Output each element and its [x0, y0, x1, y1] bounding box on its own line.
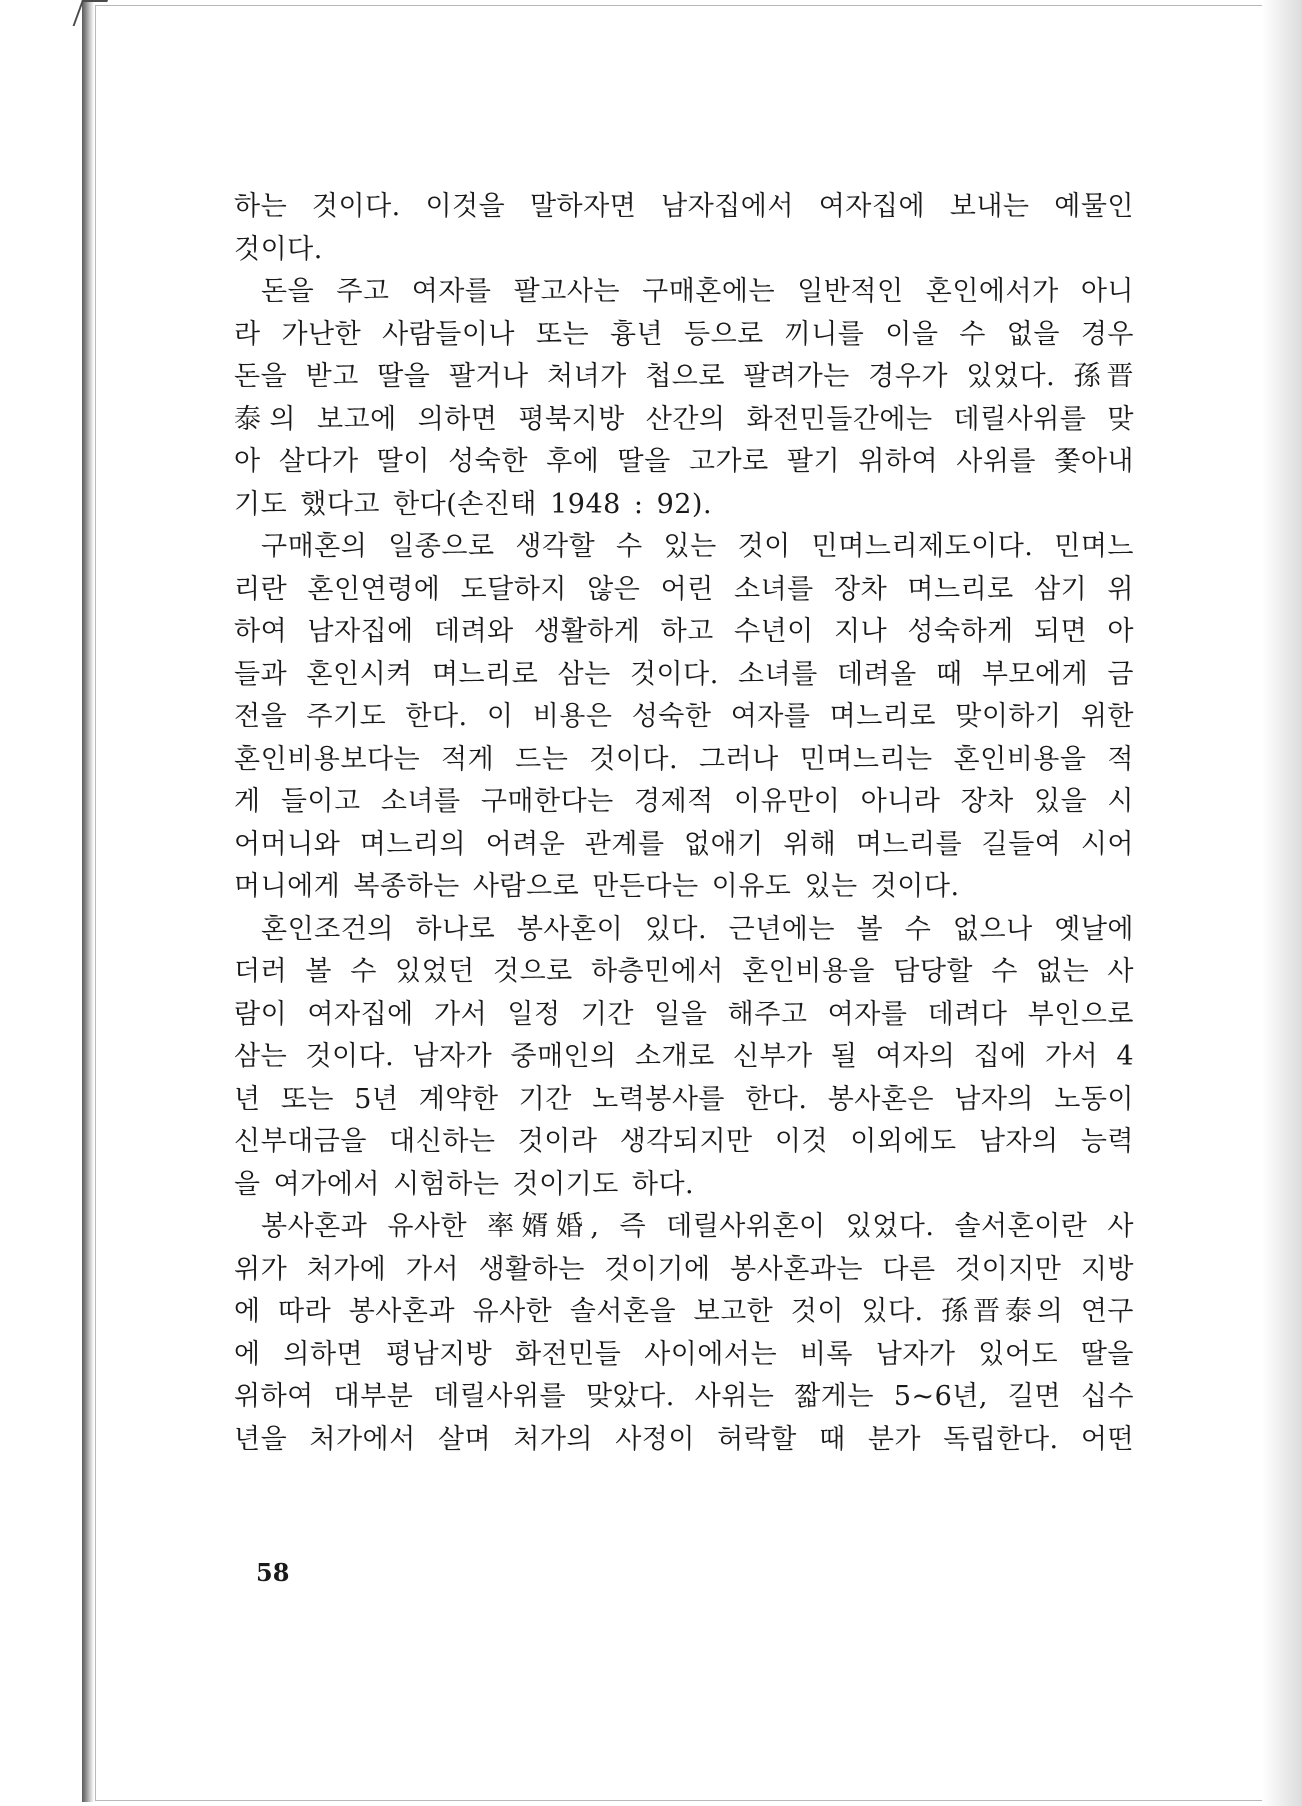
text-line: 泰의 보고에 의하면 평북지방 산간의 화전민들간에는 데릴사위를 맞 — [234, 403, 1134, 435]
text-line: 돈을 주고 여자를 팔고사는 구매혼에는 일반적인 혼인에서가 아니 — [261, 276, 1134, 307]
text-line: 에 의하면 평남지방 화전민들 사이에서는 비록 남자가 있어도 딸을 — [234, 1338, 1134, 1370]
text-line: 년 또는 5년 계약한 기간 노력봉사를 한다. 봉사혼은 남자의 노동이 — [234, 1083, 1134, 1115]
text-line: 게 들이고 소녀를 구매한다는 경제적 이유만이 아니라 장차 있을 시 — [234, 786, 1134, 817]
page-gutter-shadow — [1262, 0, 1302, 1806]
text-line: 것이다. — [234, 233, 323, 265]
text-line: 라 가난한 사람들이나 또는 흉년 등으로 끼니를 이을 수 없을 경우 — [234, 318, 1134, 350]
text-line: 아 살다가 딸이 성숙한 후에 딸을 고가로 팔기 위하여 사위를 쫓아내 — [234, 446, 1134, 477]
text-line: 들과 혼인시켜 며느리로 삼는 것이다. 소녀를 데려올 때 부모에게 금 — [234, 658, 1134, 690]
text-line: 위가 처가에 가서 생활하는 것이기에 봉사혼과는 다른 것이지만 지방 — [234, 1253, 1134, 1285]
text-line: 머니에게 복종하는 사람으로 만든다는 이유도 있는 것이다. — [234, 871, 960, 902]
body-text — [234, 186, 1134, 1461]
text-line: 구매혼의 일종으로 생각할 수 있는 것이 민며느리제도이다. 민며느 — [261, 531, 1134, 562]
text-line: 리란 혼인연령에 도달하지 않은 어린 소녀를 장차 며느리로 삼기 위 — [234, 573, 1134, 605]
text-line: 위하여 대부분 데릴사위를 맞았다. 사위는 짧게는 5~6년, 길면 십수 — [234, 1381, 1134, 1412]
text-line: 을 여가에서 시험하는 것이기도 하다. — [234, 1168, 695, 1200]
text-line: 람이 여자집에 가서 일정 기간 일을 해주고 여자를 데려다 부인으로 — [234, 998, 1134, 1030]
text-line: 어머니와 며느리의 어려운 관계를 없애기 위해 며느리를 길들여 시어 — [234, 828, 1134, 860]
text-line: 에 따라 봉사혼과 유사한 솔서혼을 보고한 것이 있다. 孫晋泰의 연구 — [234, 1296, 1134, 1327]
text-line: 하여 남자집에 데려와 생활하게 하고 수년이 지나 성숙하게 되면 아 — [234, 616, 1134, 647]
text-line: 신부대금을 대신하는 것이라 생각되지만 이것 이외에도 남자의 능력 — [234, 1126, 1134, 1157]
text-line: 삼는 것이다. 남자가 중매인의 소개로 신부가 될 여자의 집에 가서 4 — [234, 1041, 1134, 1072]
text-line: 더러 볼 수 있었던 것으로 하층민에서 혼인비용을 담당할 수 없는 사 — [234, 956, 1134, 987]
text-line: 기도 했다고 한다(손진태 1948 : 92). — [234, 488, 713, 520]
text-line: 돈을 받고 딸을 팔거나 처녀가 첩으로 팔려가는 경우가 있었다. 孫晋 — [234, 361, 1134, 392]
text-line: 혼인비용보다는 적게 드는 것이다. 그러나 민며느리는 혼인비용을 적 — [234, 743, 1134, 775]
text-line: 년을 처가에서 살며 처가의 사정이 허락할 때 분가 독립한다. 어떤 — [234, 1423, 1134, 1455]
text-line: 봉사혼과 유사한 率婿婚, 즉 데릴사위혼이 있었다. 솔서혼이란 사 — [261, 1211, 1134, 1242]
text-line: 혼인조건의 하나로 봉사혼이 있다. 근년에는 볼 수 없으나 옛날에 — [261, 913, 1134, 945]
page-number: 58 — [256, 1558, 290, 1587]
text-line: 전을 주기도 한다. 이 비용은 성숙한 여자를 며느리로 맞이하기 위한 — [234, 701, 1134, 732]
text-line: 하는 것이다. 이것을 말하자면 남자집에서 여자집에 보내는 예물인 — [234, 191, 1134, 222]
